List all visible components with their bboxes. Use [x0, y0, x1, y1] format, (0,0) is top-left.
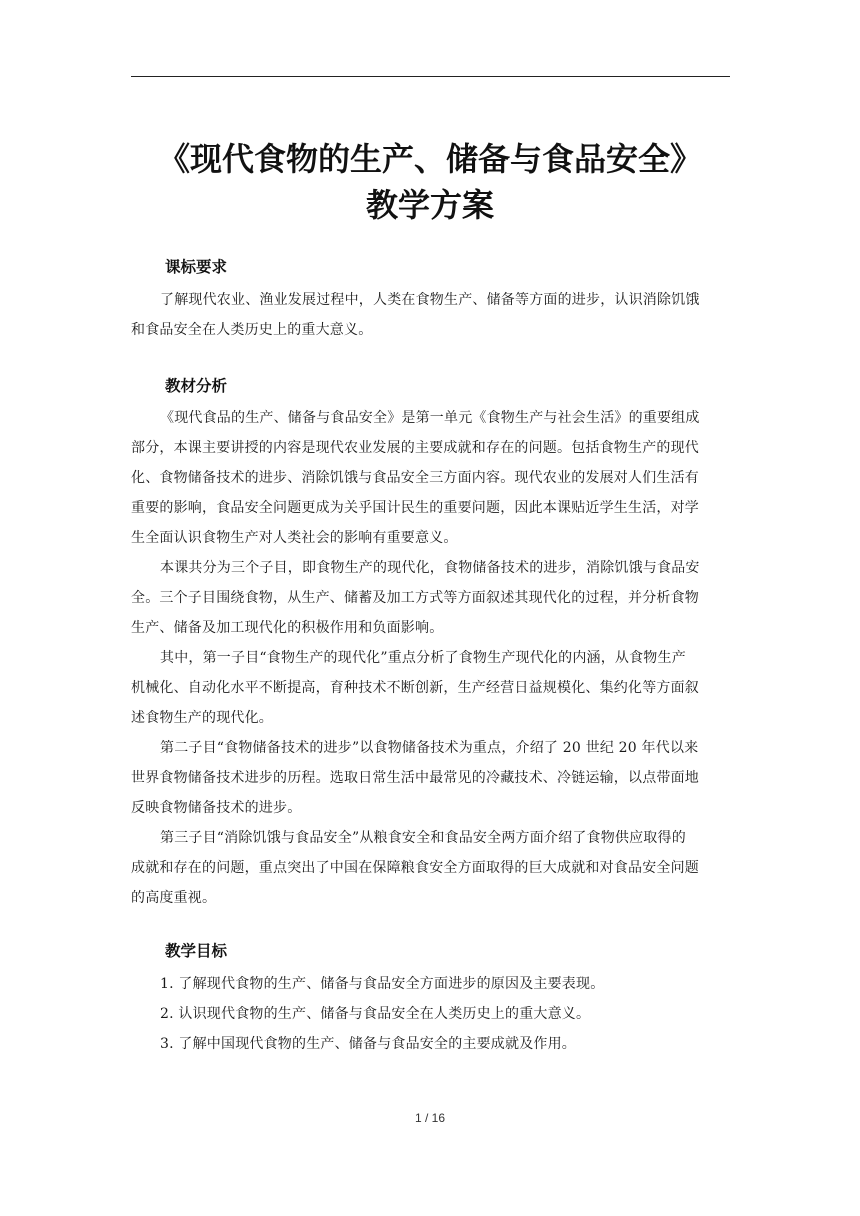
paragraph-line: 机械化、自动化水平不断提高，育种技术不断创新，生产经营日益规模化、集约化等方面叙: [131, 680, 699, 696]
section-heading-objectives: 教学目标: [165, 942, 228, 960]
document-title-line-2: 教学方案: [365, 186, 494, 224]
paragraph-line: 反映食物储备技术的进步。: [131, 800, 302, 816]
paragraph-line: 重要的影响，食品安全问题更成为关乎国计民生的重要问题，因此本课贴近学生生活，对学: [131, 500, 699, 516]
paragraph-line: 部分，本课主要讲授的内容是现代农业发展的主要成就和存在的问题。包括食物生产的现代: [131, 440, 699, 456]
paragraph-line: 和食品安全在人类历史上的重大意义。: [131, 322, 373, 338]
objective-item: 1. 了解现代食物的生产、储备与食品安全方面进步的原因及主要表现。: [160, 976, 605, 992]
section-heading-analysis: 教材分析: [165, 377, 228, 395]
paragraph-line: 第三子目“消除饥饿与食品安全”从粮食安全和食品安全两方面介绍了食物供应取得的: [160, 830, 686, 846]
paragraph-line: 的高度重视。: [131, 890, 217, 906]
objective-item: 3. 了解中国现代食物的生产、储备与食品安全的主要成就及作用。: [160, 1036, 577, 1052]
paragraph-line: 生产、储备及加工现代化的积极作用和负面影响。: [131, 620, 444, 636]
paragraph-line: 成就和存在的问题，重点突出了中国在保障粮食安全方面取得的巨大成就和对食品安全问题: [131, 860, 699, 876]
objective-item: 2. 认识现代食物的生产、储备与食品安全在人类历史上的重大意义。: [160, 1006, 591, 1022]
paragraph-line: 第二子目“食物储备技术的进步”以食物储备技术为重点，介绍了 20 世纪 20 年代以来: [160, 740, 699, 756]
paragraph-line: 生全面认识食物生产对人类社会的影响有重要意义。: [131, 530, 458, 546]
paragraph-line: 世界食物储备技术进步的历程。选取日常生活中最常见的冷藏技术、冷链运输，以点带面地: [131, 770, 699, 786]
page-number: 1 / 16: [414, 1111, 446, 1125]
header-rule: [131, 76, 730, 77]
paragraph-line: 化、食物储备技术的进步、消除饥饿与食品安全三方面内容。现代农业的发展对人们生活有: [131, 470, 699, 486]
paragraph-line: 本课共分为三个子目，即食物生产的现代化，食物储备技术的进步，消除饥饿与食品安: [160, 560, 700, 576]
paragraph-line: 全。三个子目围绕食物，从生产、储蓄及加工方式等方面叙述其现代化的过程，并分析食物: [131, 590, 699, 606]
paragraph-line: 《现代食品的生产、储备与食品安全》是第一单元《食物生产与社会生活》的重要组成: [160, 410, 700, 426]
section-heading-standards: 课标要求: [165, 258, 228, 276]
document-title-line-1: 《现代食物的生产、储备与食品安全》: [157, 140, 702, 178]
paragraph-line: 述食物生产的现代化。: [131, 710, 273, 726]
paragraph-line: 了解现代农业、渔业发展过程中，人类在食物生产、储备等方面的进步，认识消除饥饿: [160, 292, 700, 308]
paragraph-line: 其中，第一子目“食物生产的现代化”重点分析了食物生产现代化的内涵，从食物生产: [160, 650, 686, 666]
